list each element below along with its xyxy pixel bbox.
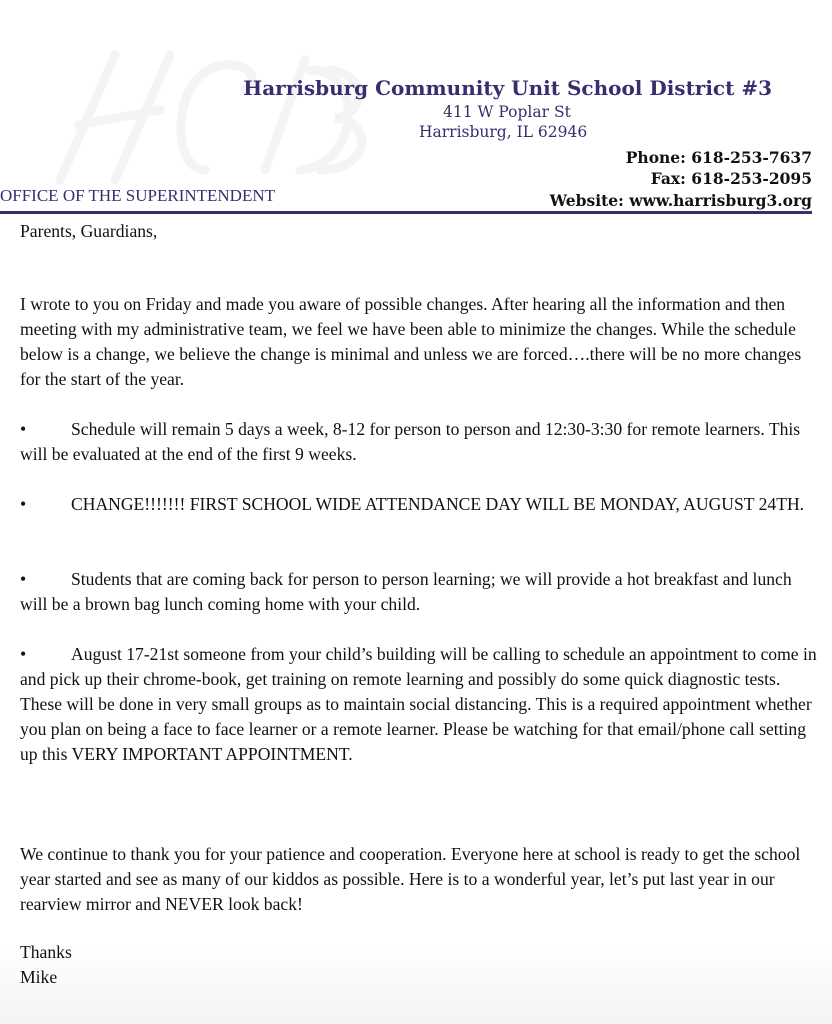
bullet-item-appointment (20, 642, 818, 767)
bullet-text: CHANGE!!!!!!! FIRST SCHOOL WIDE ATTENDANCE DAY WILL BE MONDAY, AUGUST 24TH. (71, 494, 805, 514)
signature-text: Mike (20, 967, 58, 987)
bullet-text: Schedule will remain 5 days a week, 8-12 for person to person and 12:30-3:30 for remote learners. This will be evaluated at the end of the first 9 weeks. (20, 419, 801, 464)
bullet-icon: • (20, 494, 27, 514)
bullet-item-schedule (20, 417, 818, 467)
closing-paragraph (20, 842, 818, 917)
signature (20, 965, 818, 990)
office-title: OFFICE OF THE SUPERINTENDENT (0, 186, 276, 205)
bullet-item-meals (20, 567, 818, 617)
street-address: 411 W Poplar St (443, 103, 571, 121)
bullet-icon: • (20, 569, 27, 589)
bullet-item-attendance-day (20, 492, 818, 517)
signoff (20, 940, 818, 965)
bullet-text: August 17-21st someone from your child’s building will be calling to schedule an appointment to come in and pick up their chrome-book, get training on remote learning and possibly do some quick diagnostic tests. These will be done in very small groups as to maintain social distancing. This is a required appointment whether you plan on being a face to face learner or a remote learner. Please be watching for that email/phone call setting up this VERY IMPORTANT APPOINTMENT. (20, 644, 817, 764)
district-name: Harrisburg Community Unit School District #3 (243, 76, 772, 100)
greeting-text: Parents, Guardians, (20, 221, 158, 241)
h3-monogram-watermark-icon (20, 30, 380, 200)
website-address: Website: www.harrisburg3.org (549, 191, 812, 210)
greeting (20, 219, 818, 244)
letterhead-divider (0, 211, 812, 214)
closing-text: We continue to thank you for your patience and cooperation. Everyone here at school is ready to get the school year started and see as many of our kiddos as possible. Here is to a wonderful year, let’s put last year in our rearview mirror and NEVER look back! (20, 844, 801, 914)
bullet-icon: • (20, 419, 27, 439)
signoff-text: Thanks (20, 942, 72, 962)
intro-paragraph (20, 292, 818, 392)
fax-number: Fax: 618-253-2095 (650, 169, 812, 188)
phone-number: Phone: 618-253-7637 (625, 148, 812, 167)
intro-text: I wrote to you on Friday and made you aware of possible changes. After hearing all the information and then meeting with my administrative team, we feel we have been able to minimize the changes. While the schedule below is a change, we believe the change is minimal and unless we are forced….there will be no more changes for the start of the year. (20, 294, 802, 389)
city-state-zip: Harrisburg, IL 62946 (419, 123, 588, 141)
bullet-icon: • (20, 644, 27, 664)
bullet-text: Students that are coming back for person to person learning; we will provide a hot breakfast and lunch will be a brown bag lunch coming home with your child. (20, 569, 792, 614)
